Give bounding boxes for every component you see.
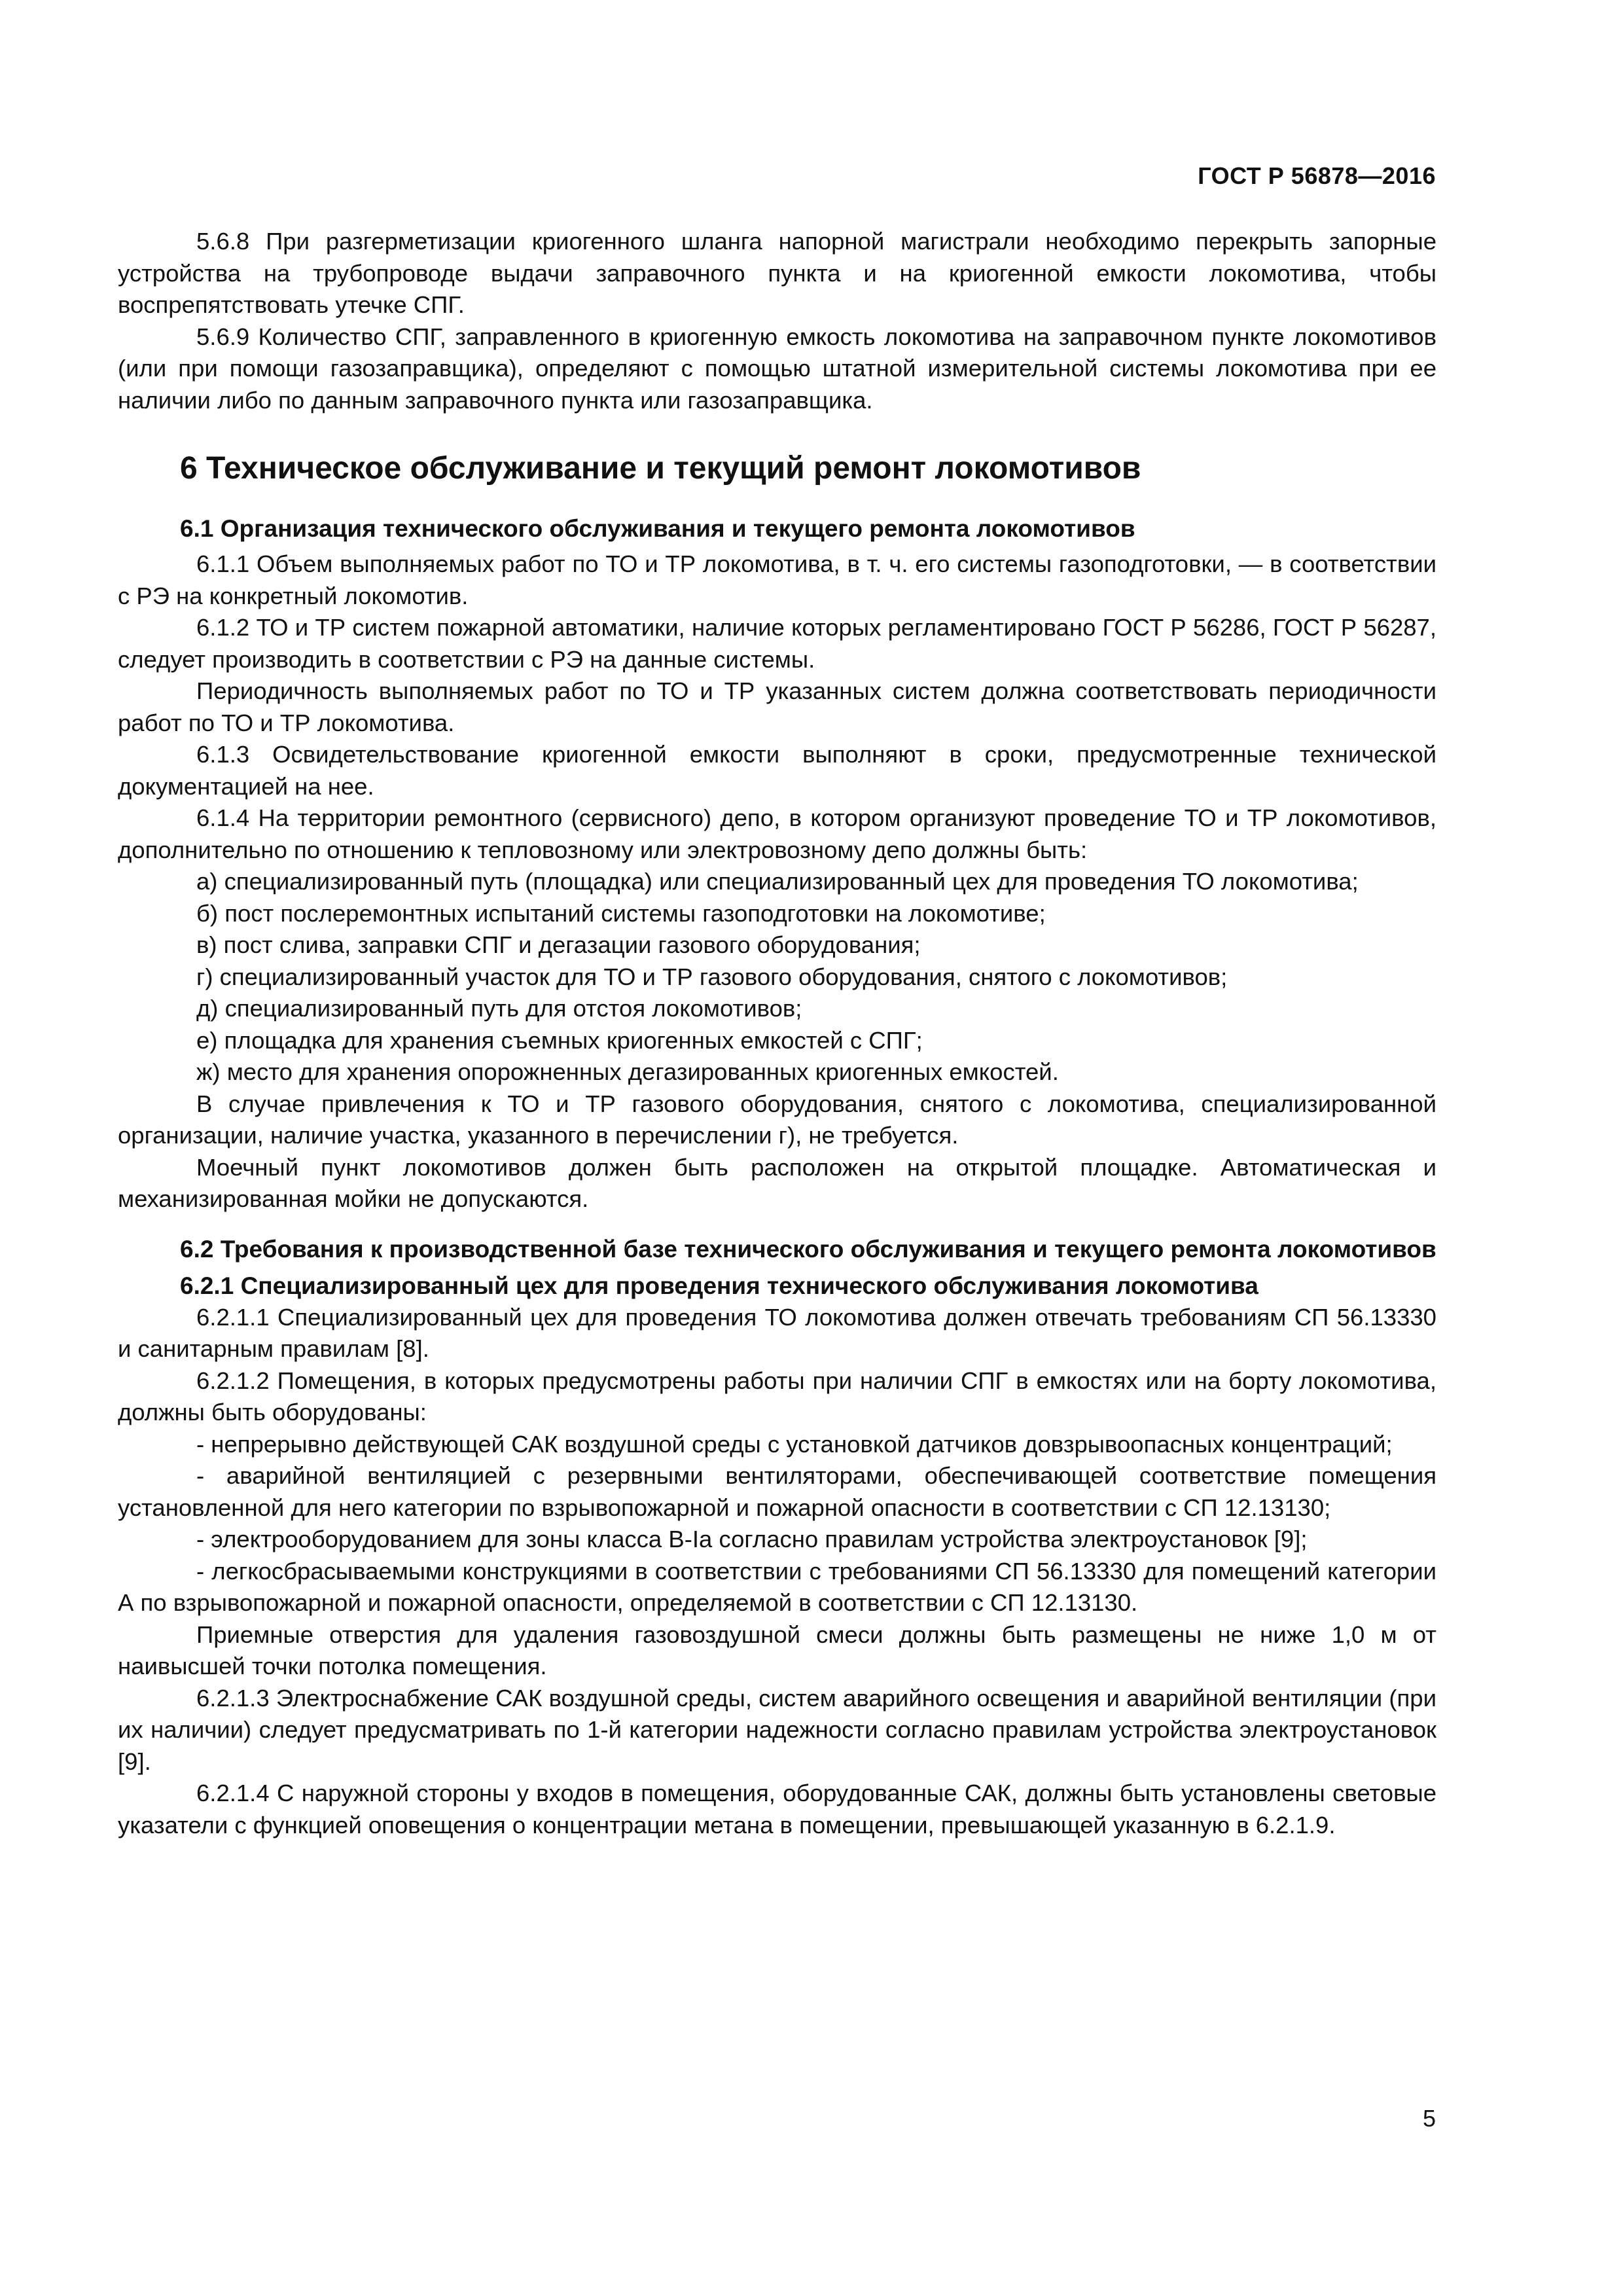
paragraph-6-1-1: 6.1.1 Объем выполняемых работ по ТО и ТР локомотива, в т. ч. его системы газоподготовки, — в соответствии с РЭ на конкретный локомотив. bbox=[118, 550, 1436, 609]
page-number: 5 bbox=[1422, 2105, 1436, 2132]
list-item-zh: ж) место для хранения опорожненных дегазированных криогенных емкостей. bbox=[196, 1058, 1059, 1085]
list-item-v: в) пост слива, заправки СПГ и дегазации газового оборудования; bbox=[196, 931, 921, 958]
dash-item-ventilation: - аварийной вентиляцией с резервными вентиляторами, обеспечивающей соответствие помещения установленной для него категории по взрывопожарной и пожарной опасности в соответствии с СП 12.13130; bbox=[118, 1462, 1436, 1521]
paragraph-6-2-1-2: 6.2.1.2 Помещения, в которых предусмотрены работы при наличии СПГ в емкостях или на борту локомотива, должны быть оборудованы: bbox=[118, 1367, 1436, 1426]
page-content bbox=[118, 226, 1436, 1841]
dash-item-electrical: - электрооборудованием для зоны класса В-Iа согласно правилам устройства электроустановок [9]; bbox=[196, 1526, 1308, 1552]
paragraph-5-6-8: 5.6.8 При разгерметизации криогенного шланга напорной магистрали необходимо перекрыть запорные устройства на трубопроводе выдачи заправочного пункта и на криогенной емкости локомотива, чтобы воспрепятствовать утечке СПГ. bbox=[118, 228, 1436, 318]
list-item-a: а) специализированный путь (площадка) или специализированный цех для проведения ТО локомотива; bbox=[196, 868, 1359, 895]
paragraph-6-2-1-3: 6.2.1.3 Электроснабжение САК воздушной среды, систем аварийного освещения и аварийной вентиляции (при их наличии) следует предусматривать по 1-й категории надежности согласно правилам устройства электроустановок [9]. bbox=[118, 1684, 1436, 1775]
section-6-2-1-heading: 6.2.1 Специализированный цех для проведения технического обслуживания локомотива bbox=[180, 1272, 1258, 1299]
paragraph-6-1-2: 6.1.2 ТО и ТР систем пожарной автоматики, наличие которых регламентировано ГОСТ Р 56286, ГОСТ Р 56287, следует производить в соответствии с РЭ на данные системы. bbox=[118, 614, 1436, 673]
paragraph-intake-openings: Приемные отверстия для удаления газовоздушной смеси должны быть размещены не ниже 1,0 м от наивысшей точки потолка помещения. bbox=[118, 1621, 1436, 1679]
dash-item-sak: - непрерывно действующей САК воздушной среды с установкой датчиков довзрывоопасных концентраций; bbox=[196, 1430, 1393, 1458]
paragraph-washing: Моечный пункт локомотивов должен быть расположен на открытой площадке. Автоматическая и механизированная мойки не допускаются. bbox=[118, 1153, 1436, 1212]
standard-designation: ГОСТ Р 56878—2016 bbox=[1198, 162, 1436, 189]
paragraph-5-6-9: 5.6.9 Количество СПГ, заправленного в криогенную емкость локомотива на заправочном пункте локомотивов (или при помощи газозаправщика), определяют с помощью штатной измерительной системы локомотива при ее наличии либо по данным заправочного пункта или газозаправщика. bbox=[118, 323, 1436, 414]
list-item-b: б) пост послеремонтных испытаний системы газоподготовки на локомотиве; bbox=[196, 899, 1046, 927]
section-6-heading: 6 Техническое обслуживание и текущий ремонт локомотивов bbox=[180, 451, 1141, 486]
section-6-1-heading: 6.1 Организация технического обслуживания и текущего ремонта локомотивов bbox=[180, 515, 1135, 542]
paragraph-periodicity: Периодичность выполняемых работ по ТО и ТР указанных систем должна соответствовать периодичности работ по ТО и ТР локомотива. bbox=[118, 677, 1436, 736]
paragraph-involvement: В случае привлечения к ТО и ТР газового оборудования, снятого с локомотива, специализированной организации, наличие участка, указанного в перечислении г), не требуется. bbox=[118, 1090, 1436, 1149]
list-item-d: д) специализированный путь для отстоя локомотивов; bbox=[196, 995, 802, 1022]
list-item-g: г) специализированный участок для ТО и ТР газового оборудования, снятого с локомотивов; bbox=[196, 963, 1228, 990]
list-item-e: е) площадка для хранения съемных криогенных емкостей с СПГ; bbox=[196, 1026, 923, 1054]
paragraph-6-1-3: 6.1.3 Освидетельствование криогенной емкости выполняют в сроки, предусмотренные технической документацией на нее. bbox=[118, 741, 1436, 800]
paragraph-6-1-4: 6.1.4 На территории ремонтного (сервисного) депо, в котором организуют проведение ТО и ТР локомотивов, дополнительно по отношению к тепловозному или электровозному депо должны быть: bbox=[118, 804, 1436, 863]
dash-item-structures: - легкосбрасываемыми конструкциями в соответствии с требованиями СП 56.13330 для помещений категории А по взрывопожарной и пожарной опасности, определяемой в соответствии с СП 12.13130. bbox=[118, 1557, 1436, 1616]
paragraph-6-2-1-1: 6.2.1.1 Специализированный цех для проведения ТО локомотива должен отвечать требованиям СП 56.13330 и санитарным правилам [8]. bbox=[118, 1303, 1436, 1362]
section-6-2-heading: 6.2 Требования к производственной базе технического обслуживания и текущего ремонта локомотивов bbox=[180, 1235, 1436, 1263]
paragraph-6-2-1-4: 6.2.1.4 С наружной стороны у входов в помещения, оборудованные САК, должны быть установлены световые указатели с функцией оповещения о концентрации метана в помещении, превышающей указанную в 6.2.1.9. bbox=[118, 1780, 1436, 1839]
